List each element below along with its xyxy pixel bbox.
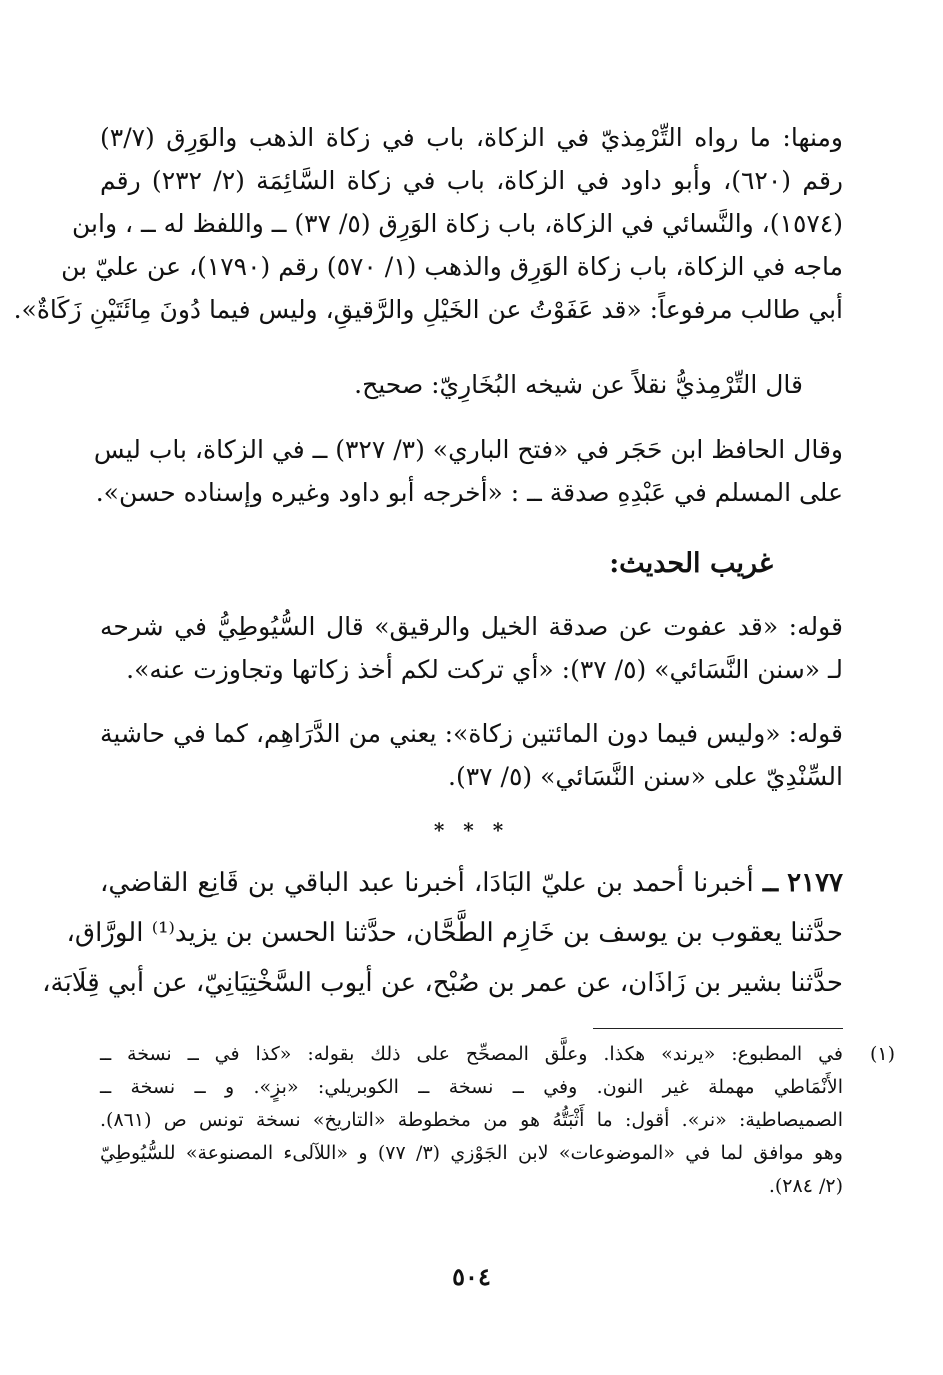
- text-segment: أخبرنا أحمد بن عليّ البَادَا، أخبرنا عبد الباقي بن قَانِع القاضي،: [100, 868, 754, 898]
- text-line: لـ «سنن النَّسَائي» (٥/ ٣٧): «أي تركت لكم أخذ زكاتها وتجاوزت عنه».: [126, 655, 843, 684]
- section-separator: * * *: [433, 818, 510, 842]
- footnote-divider: [593, 1028, 843, 1029]
- text-line: قوله: «وليس فيما دون المائتين زكاة»: يعني من الدَّرَاهِم، كما في حاشية: [100, 719, 843, 748]
- section-heading: غريب الحديث:: [609, 548, 773, 579]
- text-line: (١٥٧٤)، والنَّسائي في الزكاة، باب زكاة الوَرِق (٥/ ٣٧) ــ واللفظ له ــ ، وابن: [72, 209, 843, 238]
- footnote-line: في المطبوع: «يرند» هكذا. وعلَّق المصحِّح على ذلك بقوله: «كذا في ــ نسخة ــ: [100, 1043, 843, 1065]
- text-line: أبي طالب مرفوعاً: «قد عَفَوْتُ عن الخَيْلِ والرَّقيقِ، وليس فيما دُونَ مِائَتَيْنِ زَكَاةٌ».: [13, 295, 843, 324]
- footnote-line: وهو موافق لما في «الموضوعات» لابن الجَوْزي (٣/ ٧٧) و «اللآلىء المصنوعة» للسُّيُوطِيّ: [100, 1142, 843, 1164]
- text-line: وقال الحافظ ابن حَجَر في «فتح الباري» (٣/ ٣٢٧) ــ في الزكاة، باب ليس: [93, 435, 843, 464]
- text-line: ومنها: ما رواه التِّرْمِذيّ في الزكاة، باب في زكاة الذهب والوَرِق (٣/٧): [100, 123, 843, 152]
- paragraph-zakat-narrations: [13, 116, 843, 331]
- text-line: حدَّثنا يعقوب بن يوسف بن خَازِم الطَّحَّان، حدَّثنا الحسن بن يزيد⁽¹⁾ الورَّاق،: [66, 918, 843, 948]
- text-line: السِّنْدِيّ على «سنن النَّسَائي» (٥/ ٣٧).: [448, 762, 843, 791]
- footnote-line: الصميصاطية: «نر». أقول: ما أَثْبَتُّهُ هو من مخطوطة «التاريخ» نسخة تونس ص (٨٦١).: [100, 1109, 843, 1131]
- text-line: حدَّثنا بشير بن زَاذَان، عن عمر بن صُبْح، عن أيوب السَّخْتِيَانِيّ، عن أبي قِلَابَة،: [42, 968, 843, 998]
- text-line: على المسلم في عَبْدِهِ صدقة ــ : «أخرجه أبو داود وغيره وإسناده حسن».: [95, 478, 843, 507]
- hadith-number: ٢١٧٧: [787, 868, 844, 898]
- hadith-2177: [42, 858, 844, 1008]
- paragraph-tirmidhi-grading: [100, 363, 843, 406]
- footnotes: [100, 1038, 895, 1203]
- text-line: قوله: «قد عفوت عن صدقة الخيل والرقيق» قال السُّيُوطِيُّ في شرحه: [100, 612, 843, 641]
- paragraph-ibn-hajar: [93, 428, 843, 514]
- text-line: قال التِّرْمِذيُّ نقلاً عن شيخه البُخَارِيّ: صحيح.: [354, 370, 803, 399]
- footnote-line: الأَنْمَاطي مهملة غير النون. وفي ــ نسخة ــ الكوبريلي: «بزٍ». و ــ نسخة ــ: [100, 1076, 843, 1098]
- hadith-dash: ــ: [762, 868, 779, 898]
- page-number: ٥٠٤: [452, 1262, 491, 1291]
- paragraph-sindi-note: [100, 712, 843, 798]
- text-line: ماجه في الزكاة، باب زكاة الوَرِق والذهب (١/ ٥٧٠) رقم (١٧٩٠)، عن عليّ بن: [61, 252, 843, 281]
- hadith-first-line: [100, 858, 843, 908]
- text-line: رقم (٦٢٠)، وأبو داود في الزكاة، باب في زكاة السَّائِمَة (٢/ ٢٣٢) رقم: [100, 166, 843, 195]
- footnote-marker: (١): [869, 1043, 895, 1065]
- paragraph-suyuti-explanation: [100, 605, 843, 691]
- footnote-line: (٢/ ٢٨٤).: [768, 1175, 843, 1197]
- footnote-1: [100, 1038, 895, 1203]
